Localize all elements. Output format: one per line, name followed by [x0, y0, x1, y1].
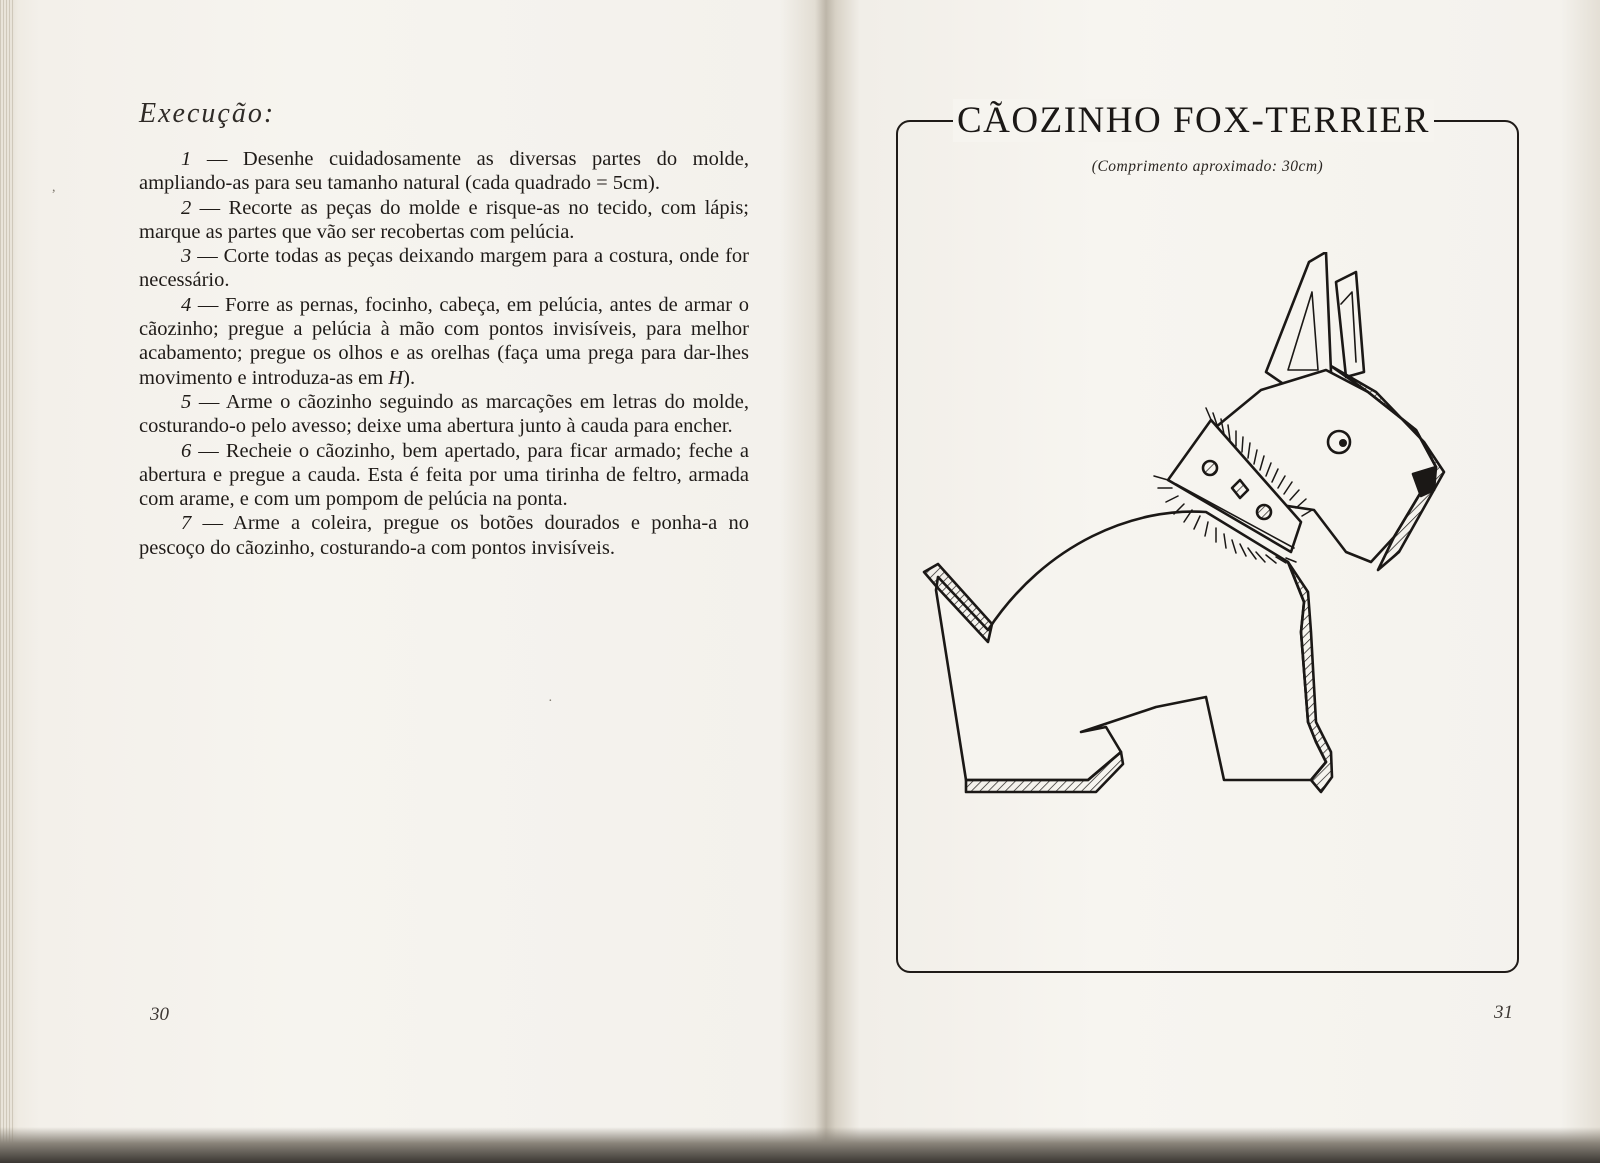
step-number: 6 — [181, 439, 192, 462]
step-text: — Arme o cãozinho seguindo as marcações em letras do molde, costurando-o pelo avesso; deixe uma abertura junto à cauda para encher. — [139, 390, 750, 438]
step-number: 2 — [181, 196, 192, 219]
step-text: — Desenhe cuidadosamente as diversas partes do molde, ampliando-as para seu tamanho natural (cada quadrado = 5cm). — [139, 148, 750, 195]
step-4 — [139, 293, 749, 390]
step-text: — Corte todas as peças deixando margem para a costura, onde for necessário. — [139, 245, 749, 292]
step-number: 4 — [181, 293, 192, 316]
step-number: 7 — [181, 512, 192, 535]
step-text-end: ). — [403, 366, 416, 389]
page-number-right: 31 — [1494, 1002, 1513, 1023]
section-heading: Execução: — [139, 98, 276, 129]
step-7 — [139, 511, 749, 560]
page-title: CÃOZINHO FOX-TERRIER — [953, 99, 1434, 142]
step-3 — [139, 244, 749, 293]
step-text: — Forre as pernas, focinho, cabeça, em pelúcia, antes de armar o cãozinho; pregue a pelúcia à mão com pontos invisíveis, para melhor acabamento; pregue os olhos e as orelhas (faça uma prega para dar-lhes movimento e introduza-as em — [139, 293, 749, 389]
paper-mark: · — [548, 694, 553, 709]
page-bottom-edge — [0, 1127, 1600, 1163]
step-text: — Recheie o cãozinho, bem apertado, para ficar armado; feche a abertura e pregue a cauda. Esta é feita por uma tirinha de feltro, armada com arame, e com um pompom de pelúcia na ponta. — [139, 439, 749, 511]
body — [936, 512, 1326, 780]
paper-mark: , — [52, 180, 56, 195]
step-text: — Arme a coleira, pregue os botões dourados e ponha-a no pescoço do cãozinho, costurando-a com pontos invisíveis. — [139, 512, 749, 559]
page-subtitle: (Comprimento aproximado: 30cm) — [1091, 158, 1324, 175]
step-1 — [139, 147, 749, 196]
collar-button — [1203, 461, 1217, 475]
collar-button — [1257, 505, 1271, 519]
step-5 — [139, 390, 749, 439]
step-6 — [139, 439, 749, 512]
instructions-text — [139, 147, 749, 560]
ear-back — [1336, 272, 1364, 377]
step-text: — Recorte as peças do molde e risque-as no tecido, com lápis; marque as partes que vão ser recobertas com pelúcia. — [139, 196, 750, 243]
page-number-left: 30 — [150, 1004, 169, 1025]
step-number: 5 — [181, 390, 192, 413]
step-2 — [139, 196, 749, 245]
step-number: 3 — [181, 245, 192, 268]
fox-terrier-dog-illustration — [916, 252, 1496, 832]
step-number: 1 — [181, 148, 192, 170]
step-variable: H — [388, 366, 404, 389]
